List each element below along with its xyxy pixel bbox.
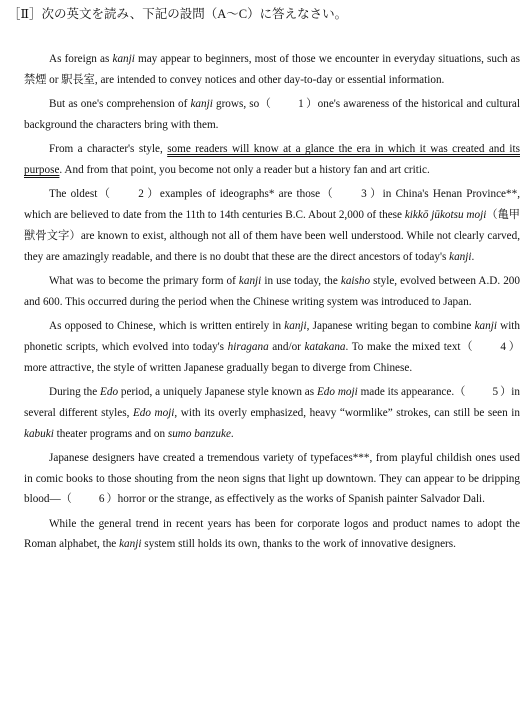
italic-term: kanji xyxy=(449,250,472,263)
paragraph-5 xyxy=(24,271,520,313)
paragraph-2 xyxy=(24,94,520,136)
paragraph-text: theater programs and on xyxy=(53,427,168,440)
paragraph-text: grows, so（ xyxy=(212,98,272,110)
paragraph-text: style, evolved between A.D. 200 and 600. This occurred during the period when the Chinese writing system was introduced to Japan. xyxy=(24,274,520,308)
paragraph-text: . xyxy=(230,427,234,440)
paragraph-text: ）in several different styles, xyxy=(24,385,521,419)
paragraph-text: . And from that point, you become not only a reader but a history fan and art critic. xyxy=(59,163,430,176)
blank-1: 1 xyxy=(298,98,304,110)
paragraph-text: ）one's awareness of the historical and cultural background the characters bring with them. xyxy=(24,98,520,131)
paragraph-text: ）in China's Henan Province**, which are believed to date from the 11th to 14th centuries B.C. About 2,000 of these xyxy=(24,188,520,221)
italic-term: Edo moji xyxy=(316,385,358,398)
paragraph-text: . xyxy=(471,250,475,263)
paragraph-6 xyxy=(24,316,520,379)
paragraph-text: ）more attractive, the style of written Japanese gradually began to diverge from Chinese. xyxy=(24,340,520,374)
underlined-passage: some readers will know at a glance the era in which it was created and its purpose xyxy=(24,143,520,176)
italic-term: Edo moji xyxy=(132,406,175,419)
paragraph-text: may appear to beginners, most of those we encounter in everyday situations, such as 禁煙 or 駅長室, are intended to convey notices and other day-to-day or essential information. xyxy=(24,53,520,86)
paragraph-text: ）examples of ideographs* are those（ xyxy=(145,188,335,200)
paragraph-text: While the general trend in recent years has been for corporate logos and product names to adopt the Roman alphabet, the xyxy=(24,517,520,551)
paragraph-text: , with its overly emphasized, heavy “wormlike” strokes, can still be seen in xyxy=(174,406,520,419)
italic-term: kabuki xyxy=(24,427,54,440)
paragraph-text: in use today, the xyxy=(261,274,341,287)
passage xyxy=(24,49,520,555)
paragraph-text: and/or xyxy=(268,340,305,353)
paragraph-text: system still holds its own, thanks to the work of innovative designers. xyxy=(141,538,456,551)
paragraph-text: What was to become the primary form of xyxy=(49,274,239,287)
italic-term: kanji xyxy=(190,98,213,110)
paragraph-8 xyxy=(24,448,520,511)
question-header-label: ［Ⅱ］次の英文を読み、下記の設問（A～C）に答えなさい。 xyxy=(8,7,348,21)
paragraph-1 xyxy=(24,49,520,91)
paragraph-text: Japanese designers have created a tremendous variety of typefaces***, from playful childish ones used in comic books to those shouting from the neon signs that light up downtown. They can appear to be dripping blood—（ xyxy=(24,451,520,506)
paragraph-text: But as one's comprehension of xyxy=(49,98,191,110)
paragraph-text: made its appearance.（ xyxy=(357,385,466,398)
italic-term: kaisho xyxy=(340,274,371,287)
blank-2: 2 xyxy=(138,188,144,200)
italic-term: katakana xyxy=(304,340,346,353)
paragraph-9 xyxy=(24,514,520,556)
italic-term: kanji xyxy=(119,538,142,551)
paragraph-text: . To make the mixed text（ xyxy=(345,340,474,353)
paragraph-text: During the xyxy=(49,385,101,398)
italic-term: hiragana xyxy=(227,340,269,353)
italic-term: kanji xyxy=(112,53,135,65)
italic-term: kikkō jūkotsu moji xyxy=(404,208,487,221)
paragraph-text: The oldest（ xyxy=(49,188,112,200)
paragraph-text: As foreign as xyxy=(49,53,113,65)
paragraph-3 xyxy=(24,139,520,181)
blank-4: 4 xyxy=(500,340,506,353)
italic-term: Edo xyxy=(100,385,119,398)
question-header xyxy=(8,5,347,23)
blank-3: 3 xyxy=(361,188,367,200)
paragraph-text: period, a uniquely Japanese style known as xyxy=(118,385,317,398)
paragraph-text: ）horror or the strange, as effectively as the works of Spanish painter Salvador Dali. xyxy=(106,493,485,506)
italic-term: sumo banzuke xyxy=(167,427,231,440)
blank-5: 5 xyxy=(492,385,499,398)
italic-term: kanji xyxy=(474,319,497,332)
paragraph-text: with phonetic scripts, which evolved into today's xyxy=(24,319,521,353)
paragraph-text: （亀甲獣骨文字）are known to exist, although not all of them have been well understood. While not clearly carved, they are amazingly readable, and there is no doubt that these are the direct ancestors of today's xyxy=(24,208,520,263)
italic-term: kanji xyxy=(238,274,262,287)
blank-6: 6 xyxy=(98,493,105,506)
italic-term: kanji xyxy=(284,319,307,332)
paragraph-text: , Japanese writing began to combine xyxy=(306,319,475,332)
paragraph-text: As opposed to Chinese, which is written entirely in xyxy=(49,319,285,332)
paragraph-7 xyxy=(24,382,520,445)
paragraph-text: From a character's style, xyxy=(49,143,168,155)
paragraph-4 xyxy=(24,184,520,268)
